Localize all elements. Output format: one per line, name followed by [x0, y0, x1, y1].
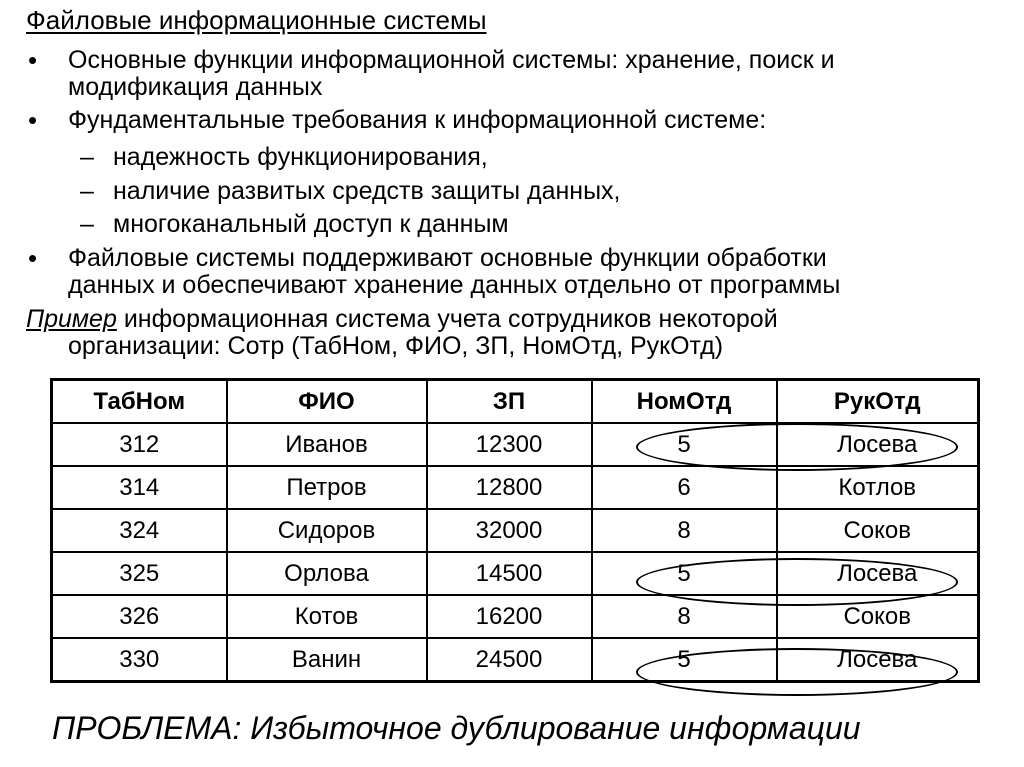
table-cell: Соков	[777, 595, 979, 638]
column-header: НомОтд	[592, 380, 777, 424]
table-cell: Орлова	[227, 552, 427, 595]
table-cell: 6	[592, 466, 777, 509]
dash-marker: –	[80, 177, 94, 205]
table-cell: 325	[52, 552, 227, 595]
table-cell: 312	[52, 423, 227, 466]
column-header: РукОтд	[777, 380, 979, 424]
table-cell: 12800	[427, 466, 592, 509]
example-label: Пример	[26, 305, 117, 333]
column-header: ФИО	[227, 380, 427, 424]
table-cell: 32000	[427, 509, 592, 552]
bullet-1-line-2: модификация данных	[68, 73, 323, 101]
example-line-1	[26, 304, 778, 334]
table-cell: 5	[592, 552, 777, 595]
sub-item-3: многоканальный доступ к данным	[113, 210, 509, 238]
table-cell: 14500	[427, 552, 592, 595]
table-cell: Котлов	[777, 466, 979, 509]
table-row	[52, 466, 979, 509]
table-cell: 5	[592, 423, 777, 466]
table-cell: 8	[592, 595, 777, 638]
table-cell: 314	[52, 466, 227, 509]
bullet-3-line-1: Файловые системы поддерживают основные функции обработки	[68, 244, 827, 272]
problem-statement: ПРОБЛЕМА: Избыточное дублирование информации	[52, 710, 861, 746]
bullet-1-line-1: Основные функции информационной системы: хранение, поиск и	[68, 46, 835, 74]
table-cell: 326	[52, 595, 227, 638]
table-cell: 16200	[427, 595, 592, 638]
table-cell: 12300	[427, 423, 592, 466]
highlight-ellipse	[636, 648, 958, 696]
table-row	[52, 509, 979, 552]
highlight-ellipse	[636, 423, 958, 471]
bullet-3-line-2: данных и обеспечивают хранение данных отдельно от программы	[68, 271, 841, 299]
table-cell: 8	[592, 509, 777, 552]
highlight-ellipse	[636, 558, 958, 606]
table-cell: 5	[592, 638, 777, 682]
sub-item-2: наличие развитых средств защиты данных,	[113, 177, 621, 205]
table-cell: Лосева	[777, 638, 979, 682]
sub-item-1: надежность функционирования,	[113, 143, 488, 171]
dash-marker: –	[80, 210, 94, 238]
dash-marker: –	[80, 143, 94, 171]
table-cell: Петров	[227, 466, 427, 509]
table-cell: Лосева	[777, 423, 979, 466]
bullet-marker: •	[28, 105, 38, 135]
bullet-2-line-1: Фундаментальные требования к информационной системе:	[68, 106, 767, 134]
table-cell: 24500	[427, 638, 592, 682]
column-header: ТабНом	[52, 380, 227, 424]
table-cell: 324	[52, 509, 227, 552]
table-cell: Сидоров	[227, 509, 427, 552]
table-cell: Соков	[777, 509, 979, 552]
bullet-marker: •	[28, 243, 38, 273]
table-cell: Лосева	[777, 552, 979, 595]
table-cell: Котов	[227, 595, 427, 638]
example-line-2: организации: Сотр (ТабНом, ФИО, ЗП, НомОтд, РукОтд)	[68, 332, 724, 360]
table-header-row	[52, 380, 979, 424]
table-cell: 330	[52, 638, 227, 682]
bullet-marker: •	[28, 45, 38, 75]
table-cell: Иванов	[227, 423, 427, 466]
slide-title: Файловые информационные системы	[26, 5, 487, 35]
example-text: информационная система учета сотрудников некоторой	[116, 305, 778, 333]
table-cell: Ванин	[227, 638, 427, 682]
column-header: ЗП	[427, 380, 592, 424]
